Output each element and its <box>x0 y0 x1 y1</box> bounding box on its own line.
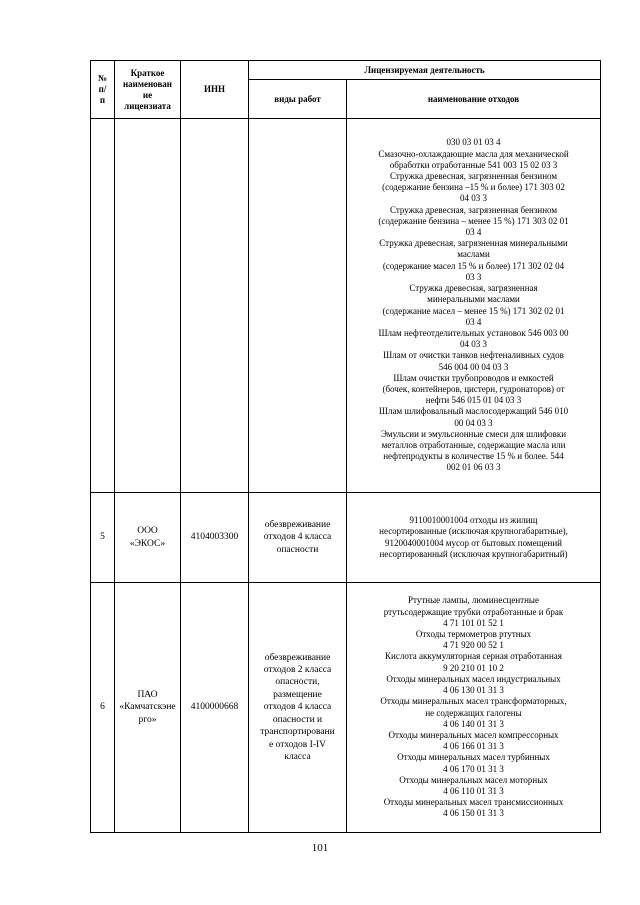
row-waste <box>347 493 601 583</box>
row-work <box>249 119 347 493</box>
text-line: отходов 4 класса <box>263 532 332 543</box>
text-line: 4 71 101 01 52 1 <box>443 617 504 628</box>
text-line: (содержание бензина –15 % и более) 171 303 02 <box>382 182 565 193</box>
text-line: обработки отработанные 541 003 15 02 03 3 <box>389 159 558 170</box>
text-line: Смазочно-охлаждающие масла для механической <box>378 148 569 159</box>
text-line: обезвреживание <box>264 652 331 663</box>
text-line: ртутьсодержащие трубки отработанные и брак <box>383 606 564 617</box>
text-line: 002 01 06 03 3 <box>446 462 501 473</box>
text-line: Отходы минеральных масел трансформаторных, <box>380 696 567 707</box>
row-num: 5 <box>91 493 115 583</box>
text-line: транспортировани <box>260 727 335 738</box>
text-line: Шлам от очистки танков нефтеналивных судов <box>383 350 564 361</box>
header-inn: ИНН <box>181 61 249 119</box>
row-waste <box>347 583 601 833</box>
text-line: 9120040001004 мусор от бытовых помещений <box>385 537 562 548</box>
text-line: Шлам шлифовальный маслосодержащий 546 010 <box>378 406 569 417</box>
text-line: нефти 546 015 01 04 03 3 <box>425 395 522 406</box>
text-line: маслами <box>457 249 490 260</box>
text-line: Шлам очистки трубопроводов и емкостей <box>393 372 554 383</box>
text-line: опасности <box>276 544 319 555</box>
text-line: 4 06 130 01 31 3 <box>443 685 504 696</box>
text-line: опасности, <box>275 677 320 688</box>
text-line: 03 3 <box>465 271 482 282</box>
row-work <box>249 493 347 583</box>
text-line: 04 03 3 <box>460 193 487 204</box>
text-line: е отходов I-IV <box>268 739 327 750</box>
header-short-name <box>115 61 181 119</box>
row-name <box>115 583 181 833</box>
text-line: обезвреживание <box>264 519 331 530</box>
text-line: нефтепродукты в количестве 15 % и более. 544 <box>383 451 564 462</box>
text-line: «ЭКОС» <box>129 538 166 549</box>
row-work <box>249 583 347 833</box>
text-line: ООО <box>137 526 158 537</box>
header-work-types: виды работ <box>249 80 347 119</box>
text-line: 4 06 150 01 31 3 <box>443 808 504 819</box>
header-waste-names: наименование отходов <box>347 80 601 119</box>
text-line: несортированные (исключая крупногабаритные), <box>379 526 568 537</box>
text-line: Ртутные лампы, люминесцентные <box>408 595 539 606</box>
text-line: Отходы минеральных масел индустриальных <box>386 673 561 684</box>
text-line: отходов 2 класса <box>263 665 332 676</box>
text-line: Отходы термометров ртутных <box>415 629 532 640</box>
text-line: размещение <box>273 689 322 700</box>
text-line: Шлам нефтеотделительных установок 546 003 00 <box>378 327 569 338</box>
text-line: Отходы минеральных масел моторных <box>399 774 548 785</box>
text-line: (содержание масел – менее 15 %) 171 302 02 01 <box>382 305 565 316</box>
text-line: металлов отработанные, содержащие масла или <box>381 439 566 450</box>
text-line: 9 20 210 01 10 2 <box>443 662 504 673</box>
text-line: наименован <box>122 78 172 89</box>
header-row-1 <box>91 61 601 80</box>
text-line: несортированный (исключая крупногабаритный) <box>379 548 568 559</box>
text-line: Отходы минеральных масел турбинных <box>397 752 550 763</box>
text-line: (содержание масел 15 % и более) 171 302 02 04 <box>382 260 565 271</box>
text-line: п <box>99 95 106 105</box>
table-row <box>91 493 601 583</box>
text-line: ПАО <box>137 689 158 700</box>
row-inn <box>181 119 249 493</box>
text-line: 04 03 3 <box>460 339 487 350</box>
text-line: 4 06 110 01 31 3 <box>443 785 504 796</box>
text-line: рго» <box>138 714 157 725</box>
row-name <box>115 493 181 583</box>
text-line: 9110010001004 отходы из жилищ <box>409 515 538 526</box>
text-line: 00 04 03 3 <box>454 417 493 428</box>
row-inn: 4104003300 <box>181 493 249 583</box>
text-line: Эмульсии и эмульсионные смеси для шлифовки <box>380 428 567 439</box>
header-activity: Лицензируемая деятельность <box>249 61 601 80</box>
text-line: Кислота аккумуляторная серная отработанная <box>385 651 562 662</box>
row-waste <box>347 119 601 493</box>
text-line: Краткое <box>130 67 165 78</box>
text-line: опасности и <box>272 714 323 725</box>
text-line: ие <box>142 89 153 100</box>
text-line: п/ <box>98 84 107 94</box>
text-line: «Камчатскэне <box>119 702 176 713</box>
text-line: (содержание бензина – менее 15 %) 171 303 02 01 <box>378 215 569 226</box>
text-line: минеральными маслами <box>427 294 520 305</box>
text-line: Стружка древесная, загрязненная бензином <box>389 204 558 215</box>
text-line: 4 71 920 00 52 1 <box>443 640 504 651</box>
text-line: (бочек, контейнеров, цистерн, гудронаторов) от <box>382 383 565 394</box>
text-line: Стружка древесная, загрязненная бензином <box>389 171 558 182</box>
text-line: 4 06 166 01 31 3 <box>443 741 504 752</box>
text-line: Стружка древесная, загрязненная минеральными <box>379 238 568 249</box>
page-number: 101 <box>311 842 329 854</box>
text-line: № <box>97 73 108 83</box>
table-row <box>91 119 601 493</box>
text-line: лицензиата <box>124 100 171 111</box>
license-table <box>90 60 601 833</box>
text-line: класса <box>284 751 311 762</box>
text-line: отходов 4 класса <box>263 702 332 713</box>
text-line: 03 4 <box>465 316 482 327</box>
row-name <box>115 119 181 493</box>
text-line: не содержащих галогены <box>425 707 522 718</box>
row-num: 6 <box>91 583 115 833</box>
text-line: 030 03 01 03 4 <box>446 137 501 148</box>
row-num <box>91 119 115 493</box>
text-line: 546 004 00 04 03 3 <box>438 361 509 372</box>
text-line: Стружка древесная, загрязненная <box>409 283 538 294</box>
text-line: Отходы минеральных масел компрессорных <box>388 729 559 740</box>
text-line: Отходы минеральных масел трансмиссионных <box>383 797 564 808</box>
text-line: 4 06 140 01 31 3 <box>443 718 504 729</box>
table-row <box>91 583 601 833</box>
text-line: 03 4 <box>465 227 482 238</box>
text-line: 4 06 170 01 31 3 <box>443 763 504 774</box>
row-inn: 4100000668 <box>181 583 249 833</box>
header-num <box>91 61 115 119</box>
